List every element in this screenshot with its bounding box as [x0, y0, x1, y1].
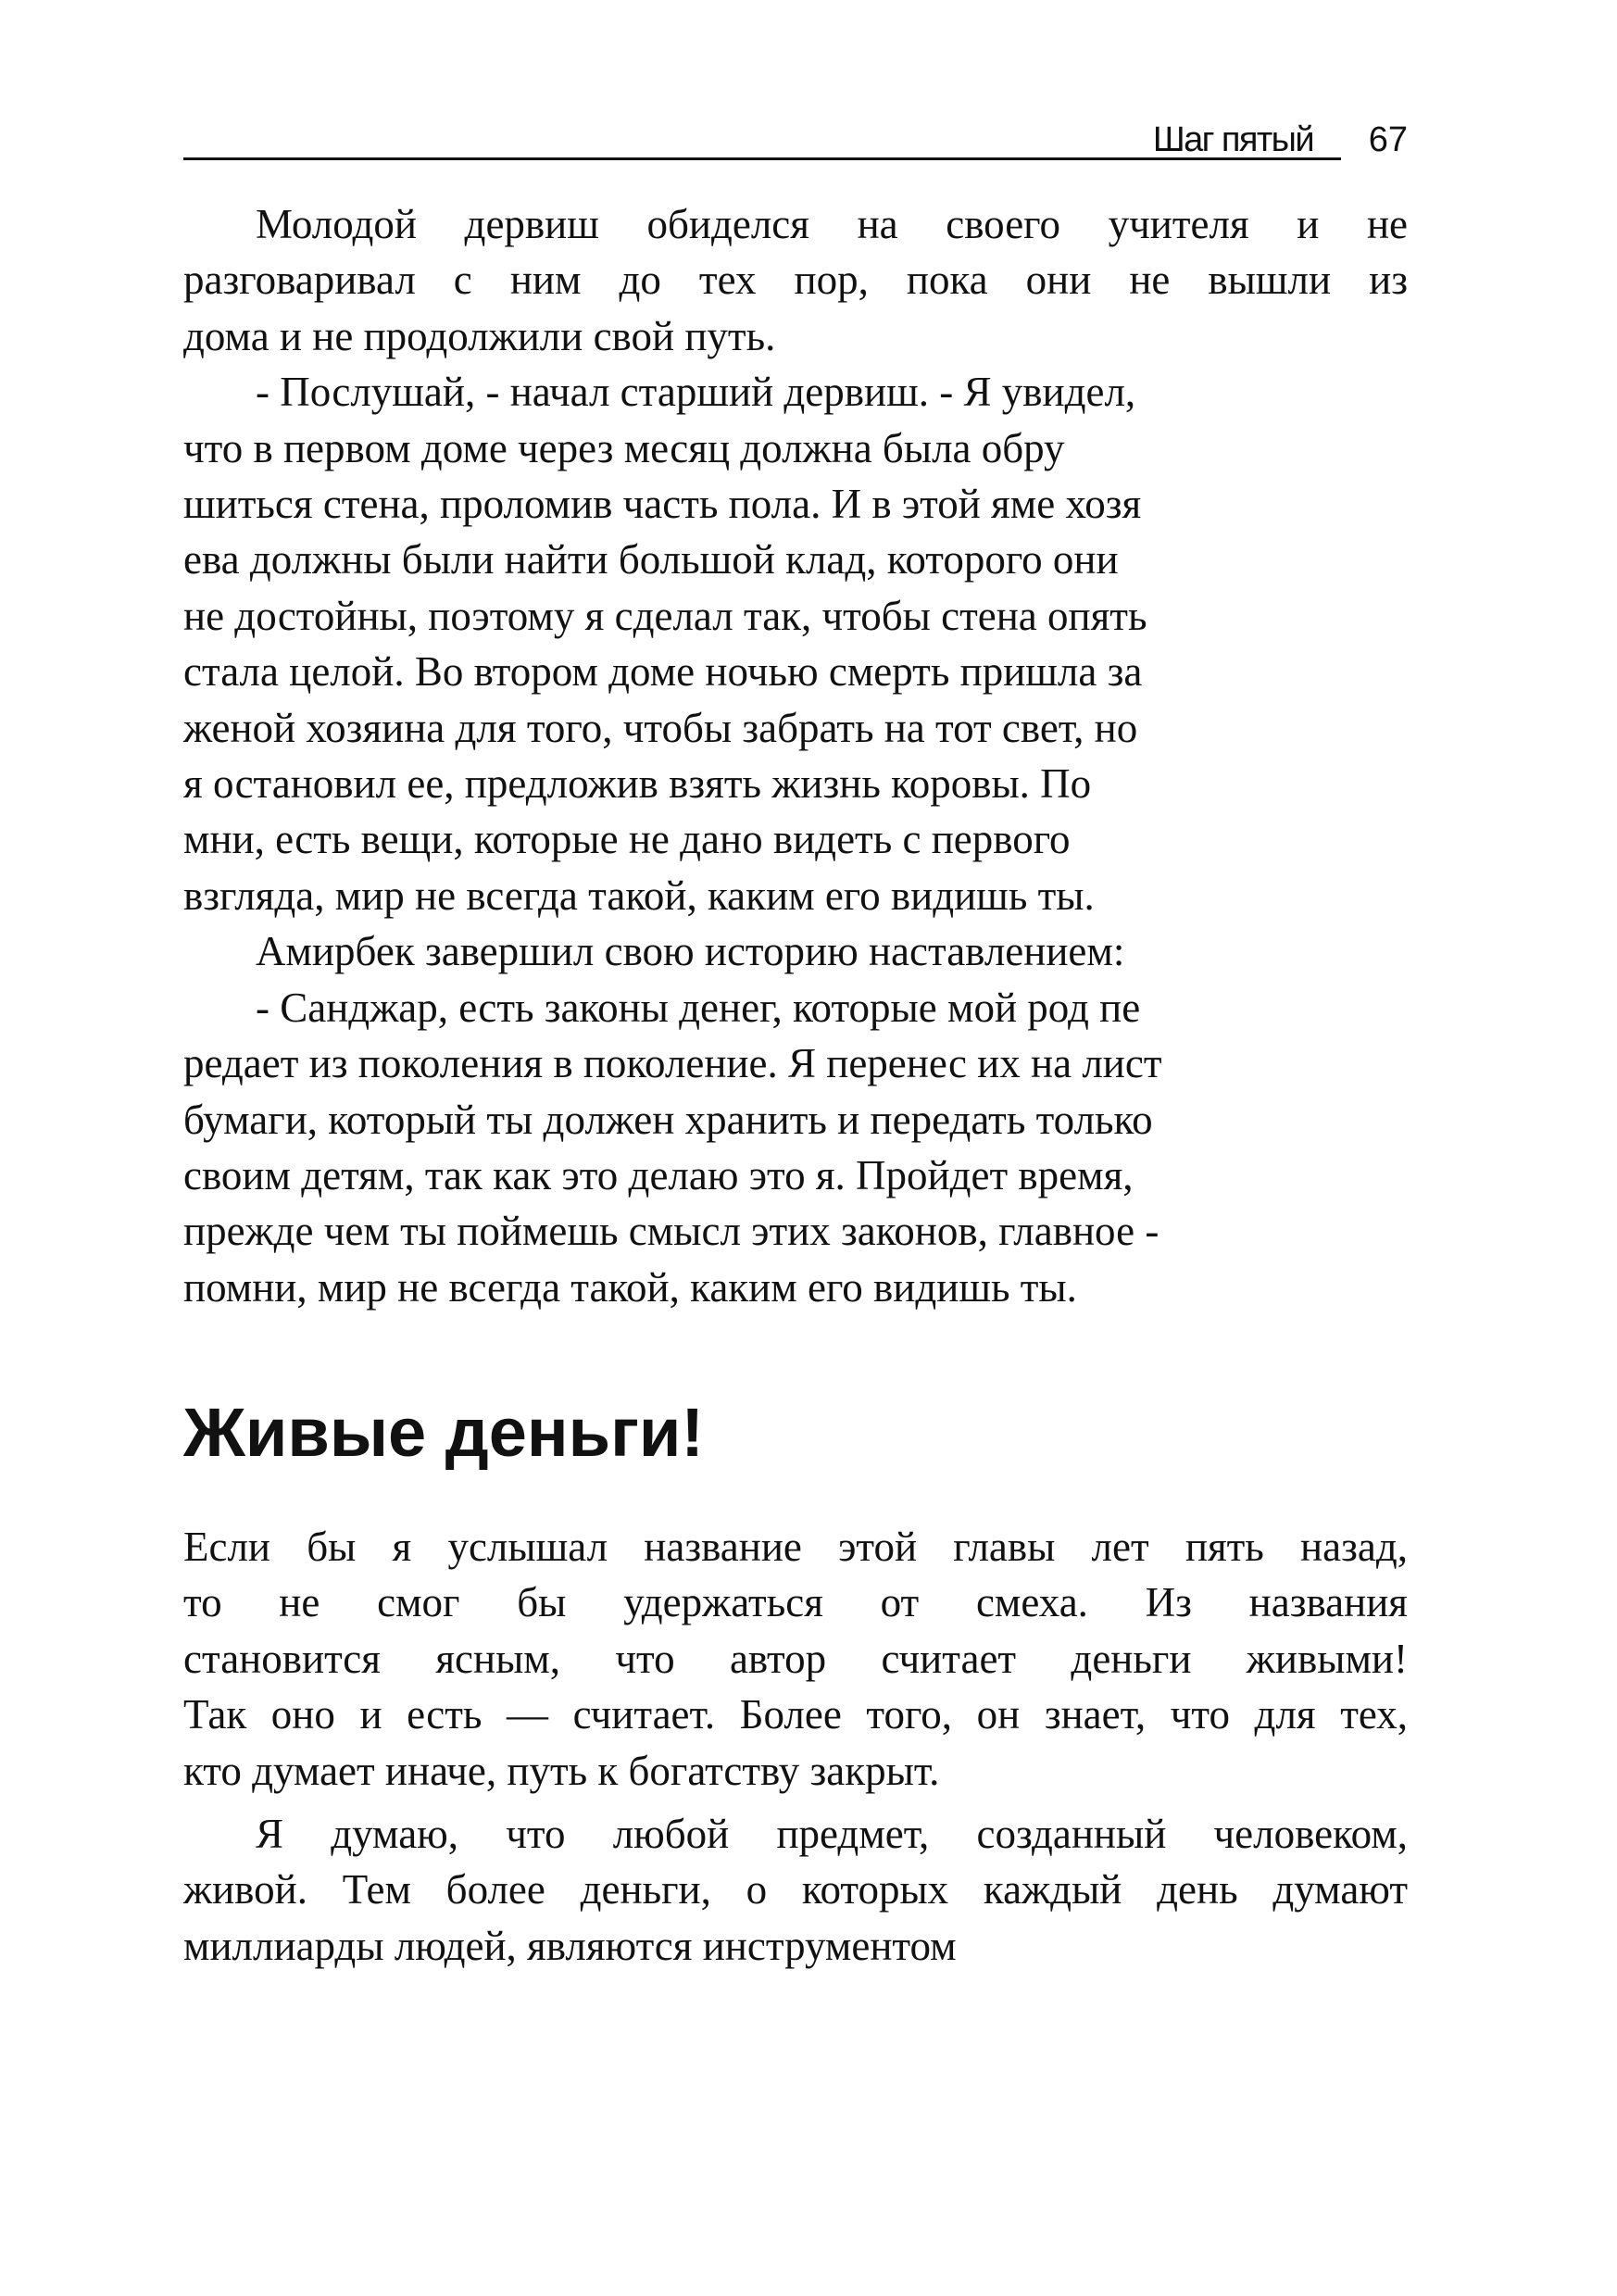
text-line: взгляда, мир не всегда такой, каким его видишь ты. — [183, 872, 1095, 919]
text-line: прежде чем ты поймешь смысл этих законов, главное - — [183, 1208, 1159, 1255]
text-line: бумаги, который ты должен хранить и передать только — [183, 1096, 1153, 1143]
text-line: мни, есть вещи, которые не дано видеть с первого — [183, 816, 1071, 863]
chapter-title: Шаг пятый — [1152, 120, 1313, 159]
text-line: то не смог бы удержаться от смеха. Из названия — [183, 1579, 1408, 1626]
text-line: стала целой. Во втором доме ночью смерть пришла за — [183, 648, 1143, 696]
text-line: что в первом доме через месяц должна была обру — [183, 424, 1065, 471]
text-line: Молодой дервиш обиделся на своего учителя и не — [256, 201, 1408, 247]
text-line: своим детям, так как это делаю это я. Пройдет время, — [183, 1151, 1134, 1198]
story-text — [183, 196, 1408, 1315]
page-number: 67 — [1368, 120, 1408, 159]
text-line: - Послушай, - начал старший дервиш. - Я увидел, — [256, 369, 1136, 416]
header-rule — [183, 157, 1341, 160]
text-line: разговаривал с ним до тех пор, пока они не вышли из — [183, 257, 1408, 304]
text-line: дома и не продолжили свой путь. — [183, 312, 776, 359]
text-line: Я думаю, что любой предмет, созданный человеком, — [256, 1811, 1408, 1858]
text-line: миллиарды людей, являются инструментом — [183, 1922, 957, 1969]
text-line: живой. Тем более деньги, о которых каждый день думают — [183, 1866, 1408, 1913]
section-text — [183, 1519, 1408, 1974]
text-line: я остановил ее, предложив взять жизнь коровы. По — [183, 760, 1092, 808]
running-header — [183, 117, 1408, 163]
text-line: кто думает иначе, путь к богатству закрыт. — [183, 1747, 940, 1794]
section-heading: Живые деньги! — [183, 1394, 705, 1471]
text-line: - Санджар, есть законы денег, которые мой род пе — [256, 984, 1141, 1031]
text-line: не достойны, поэтому я сделал так, чтобы стена опять — [183, 592, 1147, 639]
text-line: становится ясным, что автор считает деньги живыми! — [183, 1635, 1408, 1682]
text-line: шиться стена, проломив часть пола. И в этой яме хозя — [183, 481, 1142, 528]
text-line: Амирбек завершил свою историю наставлением: — [256, 928, 1125, 975]
text-line: женой хозяина для того, чтобы забрать на тот свет, но — [183, 704, 1138, 751]
text-line: редает из поколения в поколение. Я перенес их на лист — [183, 1040, 1162, 1087]
text-line: ева должны были найти большой клад, которого они — [183, 536, 1119, 583]
text-line: Так оно и есть — считает. Более того, он знает, что для тех, — [183, 1691, 1408, 1738]
text-line: помни, мир не всегда такой, каким его видишь ты. — [183, 1263, 1077, 1311]
text-line: Если бы я услышал название этой главы лет пять назад, — [183, 1524, 1408, 1570]
